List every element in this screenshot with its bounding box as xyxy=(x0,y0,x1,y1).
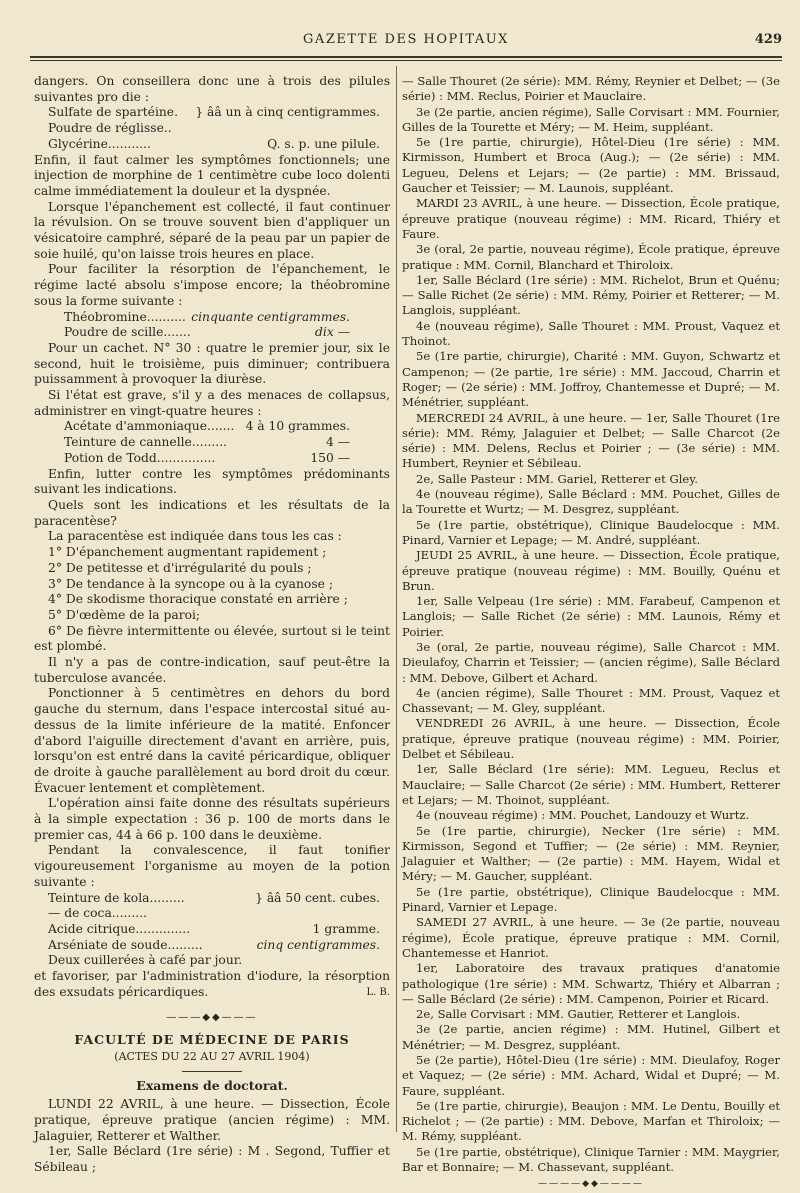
dose: } ââ un à cinq centigrammes. xyxy=(195,105,380,120)
paragraph: Il n'y a pas de contre-indication, sauf peut-être la tuberculose avancée. xyxy=(34,655,390,685)
list-item: 2° De petitesse et d'irrégularité du pouls ; xyxy=(48,560,312,575)
paragraph: 1er, Laboratoire des travaux pratiques d'anatomie pathologique (1re série) : MM. Schwartz, Thiéry et Albarran ; — Salle Béclard (2e série) : MM. Campenon, Poirier et Ricard. xyxy=(402,961,780,1006)
column-separator xyxy=(396,66,397,1132)
paragraph xyxy=(34,969,390,1000)
paragraph: Pour faciliter la résorption de l'épanchement, le régime lacté absolu s'impose encore; la théobromine sous la forme suivante : xyxy=(34,262,390,308)
paragraph: 1er, Salle Béclard (1re série) : MM. Richelot, Brun et Quénu; — Salle Richet (2e série) : MM. Rémy, Poirier et Retterer; — M. Langlois, suppléant. xyxy=(402,272,780,318)
prescription-3 xyxy=(34,419,390,466)
paragraph: 3e (2e partie, ancien régime), Salle Corvisart : MM. Fournier, Gilles de la Tourette et Méry; — M. Heim, suppléant. xyxy=(402,104,780,134)
page-number: 429 xyxy=(754,32,782,47)
page-header xyxy=(30,28,782,52)
paragraph: 4e (nouveau régime), Salle Thouret : MM. Proust, Vaquez et Thoinot. xyxy=(402,318,780,349)
paragraph: MERCREDI 24 AVRIL, à une heure. — 1er, Salle Thouret (1re série): MM. Rémy, Jalaguier et Delbet; — Salle Charcot (2e série) : MM. Delens, Reclus et Poirier ; — (3e série) : MM. Humbert, Reynier et Sébileau. xyxy=(402,410,780,471)
exam-heading: Examens de doctorat. xyxy=(136,1077,288,1093)
paragraph: La paracentèse est indiquée dans tous les cas : xyxy=(48,529,342,544)
header-rule-thin xyxy=(30,60,782,61)
ingredient: — de coca......... xyxy=(48,906,147,921)
paragraph: — Salle Thouret (2e série): MM. Rémy, Reynier et Delbet; — (3e série) : MM. Reclus, Poirier et Mauclaire. xyxy=(402,74,780,104)
dose: } ââ 50 cent. cubes. xyxy=(255,890,380,905)
ingredient: Arséniate de soude......... xyxy=(48,937,203,952)
paragraph: 2e, Salle Pasteur : MM. Gariel, Retterer et Gley. xyxy=(416,471,698,486)
paragraph: Deux cuillerées à café par jour. xyxy=(48,953,243,968)
ingredient: Potion de Todd............... xyxy=(64,450,216,465)
dose: 4 à 10 grammes. xyxy=(245,419,350,434)
paragraph: Quels sont les indications et les résultats de la paracentèse? xyxy=(34,497,390,528)
list-item: 5° D'œdème de la paroi; xyxy=(48,607,201,622)
indications-list xyxy=(34,545,390,655)
ingredient: Poudre de scille....... xyxy=(64,325,191,340)
ingredient: Sulfate de spartéine. xyxy=(48,105,178,120)
ingredient: Teinture de kola......... xyxy=(48,890,185,905)
ingredient: Théobromine.......... xyxy=(64,309,186,324)
paragraph: 4e (nouveau régime), Salle Béclard : MM. Pouchet, Gilles de la Tourette et Wurtz; — M. Desgrez, suppléant. xyxy=(402,487,780,517)
end-ornament: ————◆◆———— xyxy=(538,1179,644,1190)
dose: 4 — xyxy=(325,435,350,450)
paragraph: 4e (ancien régime), Salle Thouret : MM. Proust, Vaquez et Chassevant; — M. Gley, suppléant. xyxy=(402,685,780,716)
prescription-1 xyxy=(34,105,390,152)
paragraph: 5e (1re partie, chirurgie), Hôtel-Dieu (1re série) : MM. Kirmisson, Humbert et Broca (Aug.); — (2e série) : MM. Legueu, Delens et Lejars; — (2e partie) : MM. Brissaud, Gaucher et Teissier; — M. Launois, suppléant. xyxy=(402,135,780,196)
ingredient: Teinture de cannelle......... xyxy=(64,435,228,450)
ingredient: Glycérine........... xyxy=(48,136,151,151)
ingredient: Acide citrique.............. xyxy=(48,921,191,936)
header-rule xyxy=(30,56,782,58)
paragraph: SAMEDI 27 AVRIL, à une heure. — 3e (2e partie, nouveau régime), École pratique, épreuve pratique : MM. Cornil, Chantemesse et Hanriot. xyxy=(402,915,780,960)
paragraph: Enfin, lutter contre les symptômes prédominants suivant les indications. xyxy=(34,466,390,497)
paragraph: 3e (oral, 2e partie, nouveau régime), Salle Charcot : MM. Dieulafoy, Charrin et Teissier; — (ancien régime), Salle Béclard : MM. Debove, Gilbert et Achard. xyxy=(402,639,780,685)
divider xyxy=(182,1071,242,1072)
paragraph: 5e (1re partie, obstétrique), Clinique Baudelocque : MM. Pinard, Varnier et Lepage; — M. André, suppléant. xyxy=(402,517,780,547)
paragraph: JEUDI 25 AVRIL, à une heure. — Dissection, École pratique, épreuve pratique (nouveau régime) : MM. Bouilly, Quénu et Brun. xyxy=(402,548,780,593)
list-item: 3° De tendance à la syncope ou à la cyanose ; xyxy=(48,576,333,591)
paragraph: 5e (1re partie, chirurgie), Beaujon : MM. Le Dentu, Bouilly et Richelot ; — (2e partie) : MM. Debove, Marfan et Thiroloix; — M. Rémy, suppléant. xyxy=(402,1098,780,1144)
section-title: FACULTÉ DE MÉDECINE DE PARIS xyxy=(74,1032,350,1048)
paragraph: dangers. On conseillera donc une à trois des pilules suivantes pro die : xyxy=(34,74,390,104)
list-item: 1° D'épanchement augmentant rapidement ; xyxy=(48,545,327,560)
paragraph: 2e, Salle Corvisart : MM. Gautier, Retterer et Langlois. xyxy=(416,1007,741,1022)
paragraph: 5e (1re partie, obstétrique), Clinique Baudelocque : MM. Pinard, Varnier et Lepage. xyxy=(402,884,780,915)
dose: Q. s. p. une pilule. xyxy=(267,136,380,151)
dose: dix — xyxy=(315,325,350,340)
journal-title: GAZETTE DES HOPITAUX xyxy=(303,32,509,47)
section-subtitle: (ACTES DU 22 AU 27 AVRIL 1904) xyxy=(114,1049,310,1063)
ingredient: Acétate d'ammoniaque....... xyxy=(64,419,235,434)
paragraph: Pour un cachet. N° 30 : quatre le premier jour, six le second, huit le troisième, puis diminuer; contribuera puissamment à provoquer la diurèse. xyxy=(34,340,390,387)
paragraph: 5e (1re partie, chirurgie), Necker (1re série) : MM. Kirmisson, Segond et Tuffier; — (2e série) : MM. Reynier, Jalaguier et Walther; — (2e partie) : MM. Hayem, Widal et Méry; — M. Gaucher, suppléant. xyxy=(402,823,780,884)
paragraph: MARDI 23 AVRIL, à une heure. — Dissection, École pratique, épreuve pratique (nouveau régime) : MM. Ricard, Thiéry et Faure. xyxy=(402,196,780,241)
paragraph: 5e (1re partie, chirurgie), Charité : MM. Guyon, Schwartz et Campenon; — (2e partie, 1re série) : MM. Jaccoud, Charrin et Roger; — (2e série) : MM. Joffroy, Chantemesse et Dupré; — M. Ménétrier, suppléant. xyxy=(402,349,780,410)
paragraph: 3e (oral, 2e partie, nouveau régime), École pratique, épreuve pratique : MM. Cornil, Blanchard et Thiroloix. xyxy=(402,242,780,272)
ingredient: Poudre de réglisse.. xyxy=(48,121,172,136)
list-item: 6° De fièvre intermittente ou élevée, surtout si le teint est plombé. xyxy=(34,623,390,654)
paragraph: LUNDI 22 AVRIL, à une heure. — Dissection, École pratique, épreuve pratique (ancien régime) : MM. Jalaguier, Retterer et Walther. xyxy=(34,1097,390,1143)
paragraph: 1er, Salle Velpeau (1re série) : MM. Farabeuf, Campenon et Langlois; — Salle Richet (2e série) : MM. Launois, Rémy et Poirier. xyxy=(402,594,780,639)
closing-text: et favoriser, par l'administration d'iodure, la résorption des exsudats péricardiques. xyxy=(34,969,390,999)
paragraph: Si l'état est grave, s'il y a des menaces de collapsus, administrer en vingt-quatre heures : xyxy=(34,388,390,418)
paragraph: Pendant la convalescence, il faut tonifier vigoureusement l'organisme au moyen de la potion suivante : xyxy=(34,843,390,889)
paragraph: 1er, Salle Béclard (1re série): MM. Legueu, Reclus et Mauclaire; — Salle Charcot (2e série) : MM. Humbert, Retterer et Lejars; — M. Thoinot, suppléant. xyxy=(402,762,780,807)
paragraph: 3e (2e partie, ancien régime) : MM. Hutinel, Gilbert et Ménétrier; — M. Desgrez, suppléant. xyxy=(402,1022,780,1052)
paragraph: 4e (nouveau régime) : MM. Pouchet, Landouzy et Wurtz. xyxy=(416,808,750,823)
dose: cinq centigrammes. xyxy=(256,937,380,952)
author-signature: L. B. xyxy=(366,986,390,998)
right-column xyxy=(402,74,780,1193)
paragraph: Lorsque l'épanchement est collecté, il faut continuer la révulsion. On se trouve souvent bien d'appliquer un vésicatoire camphré, séparé de la peau par un papier de soie huilé, qu'on laisse trois heures en place. xyxy=(34,199,390,261)
list-item: 4° De skodisme thoracique constaté en arrière ; xyxy=(48,592,348,607)
dose: 150 — xyxy=(310,450,350,465)
section-ornament: ———◆◆——— xyxy=(166,1012,258,1024)
paragraph: 1er, Salle Béclard (1re série) : M . Segond, Tuffier et Sébileau ; xyxy=(34,1144,390,1175)
paragraph: Enfin, il faut calmer les symptômes fonctionnels; une injection de morphine de 1 centimètre cube loco dolenti calme immédiatement la douleur et la dyspnée. xyxy=(34,152,390,198)
prescription-2 xyxy=(34,310,390,341)
paragraph: 5e (1re partie, obstétrique), Clinique Tarnier : MM. Maygrier, Bar et Bonnaire; — M. Chassevant, suppléant. xyxy=(402,1144,780,1175)
dose: cinquante centigrammes. xyxy=(191,309,350,324)
paragraph: VENDREDI 26 AVRIL, à une heure. — Dissection, École pratique, épreuve pratique (nouveau régime) : MM. Poirier, Delbet et Sébileau. xyxy=(402,716,780,762)
paragraph: Ponctionner à 5 centimètres en dehors du bord gauche du sternum, dans l'espace intercostal situé au-dessus de la limite inférieure de la matité. Enfoncer d'abord l'aiguille directement d'avant en arrière, puis, lorsqu'on est entré dans la cavité péricardique, obliquer de droite à gauche parallèlement au bord droit du cœur. Évacuer lentement et complètement. xyxy=(34,686,390,795)
prescription-4 xyxy=(34,891,390,954)
dose: 1 gramme. xyxy=(312,921,380,936)
left-column xyxy=(34,74,390,1176)
paragraph: L'opération ainsi faite donne des résultats supérieurs à la simple expectation : 36 p. 100 de morts dans le premier cas, 44 à 66 p. 100 dans le deuxième. xyxy=(34,796,390,842)
paragraph: 5e (2e partie), Hôtel-Dieu (1re série) : MM. Dieulafoy, Roger et Vaquez; — (2e série) : MM. Achard, Widal et Dupré; — M. Faure, suppléant. xyxy=(402,1053,780,1098)
